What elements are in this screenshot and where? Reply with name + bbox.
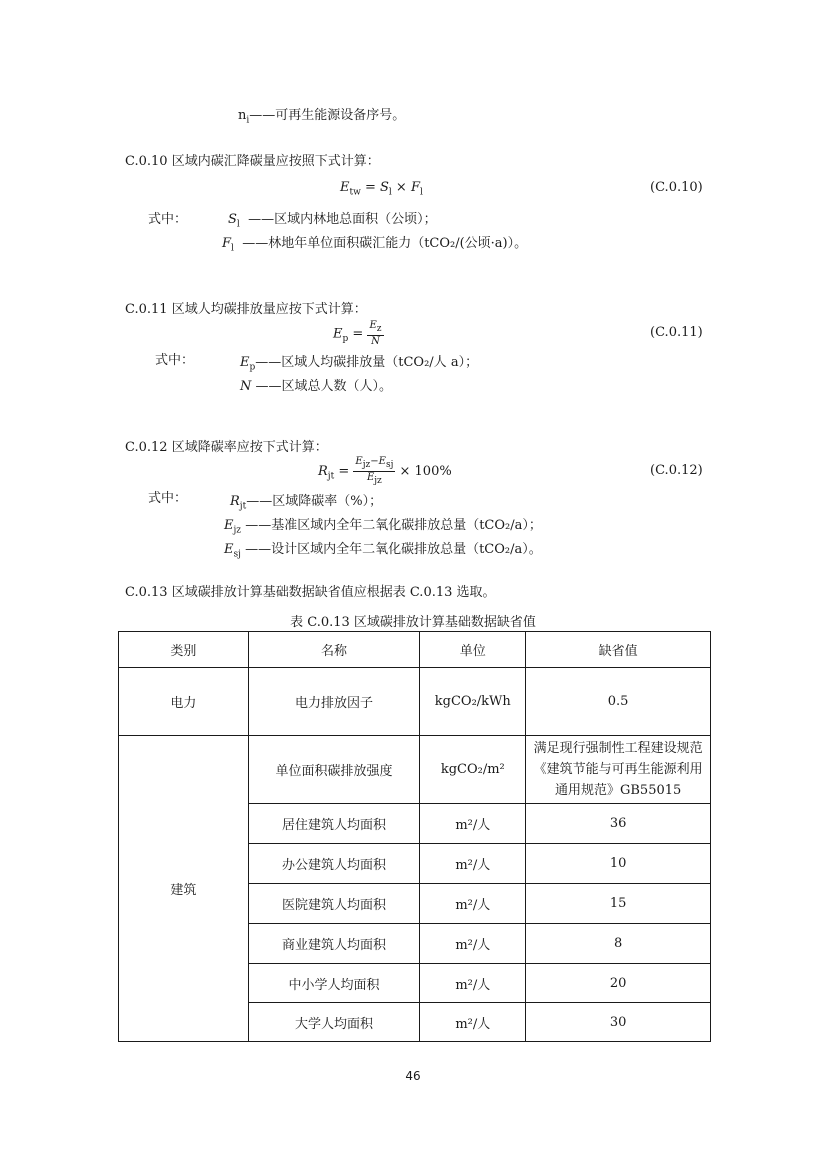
formula-c010: $E_{tw} = S_l \times F_l$ <box>340 180 423 198</box>
name-cell: 大学人均面积 <box>248 1003 420 1042</box>
value-cell: 20 <box>526 964 711 1003</box>
symbol-ni: $n_i$ <box>238 108 250 126</box>
var-desc: ——区域降碳率（%）； <box>246 494 383 509</box>
unit-cell: m²/人 <box>420 964 526 1003</box>
var-desc: ——区域人均碳排放量（tCO₂/人 a）； <box>255 355 479 370</box>
value-cell: 满足现行强制性工程建设规范《建筑节能与可再生能源利用通用规范》GB55015 <box>526 736 711 804</box>
var-row <box>240 351 478 373</box>
var-desc: ——基准区域内全年二氧化碳排放总量（tCO₂/a）； <box>245 518 542 533</box>
table-row <box>119 668 711 736</box>
name-cell: 电力排放因子 <box>248 668 420 736</box>
symbol: $E_p$ <box>240 355 256 373</box>
var-row <box>222 232 527 254</box>
fraction: $\frac{E_z}{N}$ <box>369 320 382 347</box>
heading-c012: C.0.12 区域降碳率应按下式计算： <box>125 440 328 455</box>
name-cell: 居住建筑人均面积 <box>248 804 420 844</box>
table-row <box>119 736 711 804</box>
var-desc: ——林地年单位面积碳汇能力（tCO₂/(公顷·a)）。 <box>242 236 528 251</box>
heading-c013: C.0.13 区域碳排放计算基础数据缺省值应根据表 C.0.13 选取。 <box>125 585 496 600</box>
unit-cell: m²/人 <box>420 1003 526 1042</box>
name-cell: 办公建筑人均面积 <box>248 844 420 884</box>
category-cell: 建筑 <box>119 736 249 1042</box>
symbol: $E_{sj}$ <box>224 542 241 560</box>
var-desc: ——设计区域内全年二氧化碳排放总量（tCO₂/a）。 <box>245 542 542 557</box>
value-cell: 36 <box>526 804 711 844</box>
symbol: $R_{jt}$ <box>230 494 247 512</box>
eqno-c012: (C.0.12) <box>650 463 703 478</box>
name-cell: 医院建筑人均面积 <box>248 884 420 924</box>
header-category: 类别 <box>119 632 249 668</box>
unit-cell: m²/人 <box>420 884 526 924</box>
definition-ni <box>238 104 405 126</box>
where-label-c011: 式中： <box>155 353 195 368</box>
eqno-c010: (C.0.10) <box>650 180 703 195</box>
name-cell: 商业建筑人均面积 <box>248 924 420 964</box>
eqno-c011: (C.0.11) <box>650 325 703 340</box>
defaults-table <box>118 631 711 1042</box>
unit-cell: m²/人 <box>420 924 526 964</box>
symbol: $S_l$ <box>228 212 240 230</box>
symbol: $F_l$ <box>222 236 234 254</box>
formula-c012: $R_{jt}$ = $\frac{E_{jz}-E_{sj}}{E_{jz}}$ × 100% <box>318 456 452 486</box>
table-title: 表 C.0.13 区域碳排放计算基础数据缺省值 <box>290 615 536 630</box>
var-row <box>228 208 437 230</box>
page-number: 46 <box>405 1069 421 1083</box>
unit-cell: m²/人 <box>420 844 526 884</box>
var-row <box>230 490 382 512</box>
where-label-c010: 式中： <box>148 212 188 227</box>
symbol: N <box>240 379 252 394</box>
value-cell: 15 <box>526 884 711 924</box>
var-desc: ——区域总人数（人）。 <box>255 379 393 394</box>
unit-cell: kgCO₂/kWh <box>420 668 526 736</box>
where-label-c012: 式中： <box>148 491 188 506</box>
name-cell: 中小学人均面积 <box>248 964 420 1003</box>
header-name: 名称 <box>248 632 420 668</box>
heading-c010: C.0.10 区域内碳汇降碳量应按照下式计算： <box>125 154 380 169</box>
value-cell: 0.5 <box>526 668 711 736</box>
category-cell: 电力 <box>119 668 249 736</box>
var-desc: ——区域内林地总面积（公顷）； <box>248 212 437 227</box>
value-cell: 8 <box>526 924 711 964</box>
value-cell: 10 <box>526 844 711 884</box>
header-unit: 单位 <box>420 632 526 668</box>
name-cell: 单位面积碳排放强度 <box>248 736 420 804</box>
var-row <box>240 375 392 394</box>
heading-c011: C.0.11 区域人均碳排放量应按下式计算： <box>125 302 367 317</box>
formula-c011: $E_p$ = $\frac{E_z}{N}$ <box>333 320 382 347</box>
fraction: $\frac{E_{jz}-E_{sj}}{E_{jz}}$ <box>355 456 394 486</box>
symbol: $E_{jz}$ <box>224 518 242 536</box>
header-default: 缺省值 <box>526 632 711 668</box>
definition-text: ——可再生能源设备序号。 <box>249 108 406 123</box>
var-row <box>224 538 542 560</box>
value-cell: 30 <box>526 1003 711 1042</box>
table-header-row <box>119 632 711 668</box>
unit-cell: kgCO₂/m² <box>420 736 526 804</box>
var-row <box>224 514 542 536</box>
unit-cell: m²/人 <box>420 804 526 844</box>
